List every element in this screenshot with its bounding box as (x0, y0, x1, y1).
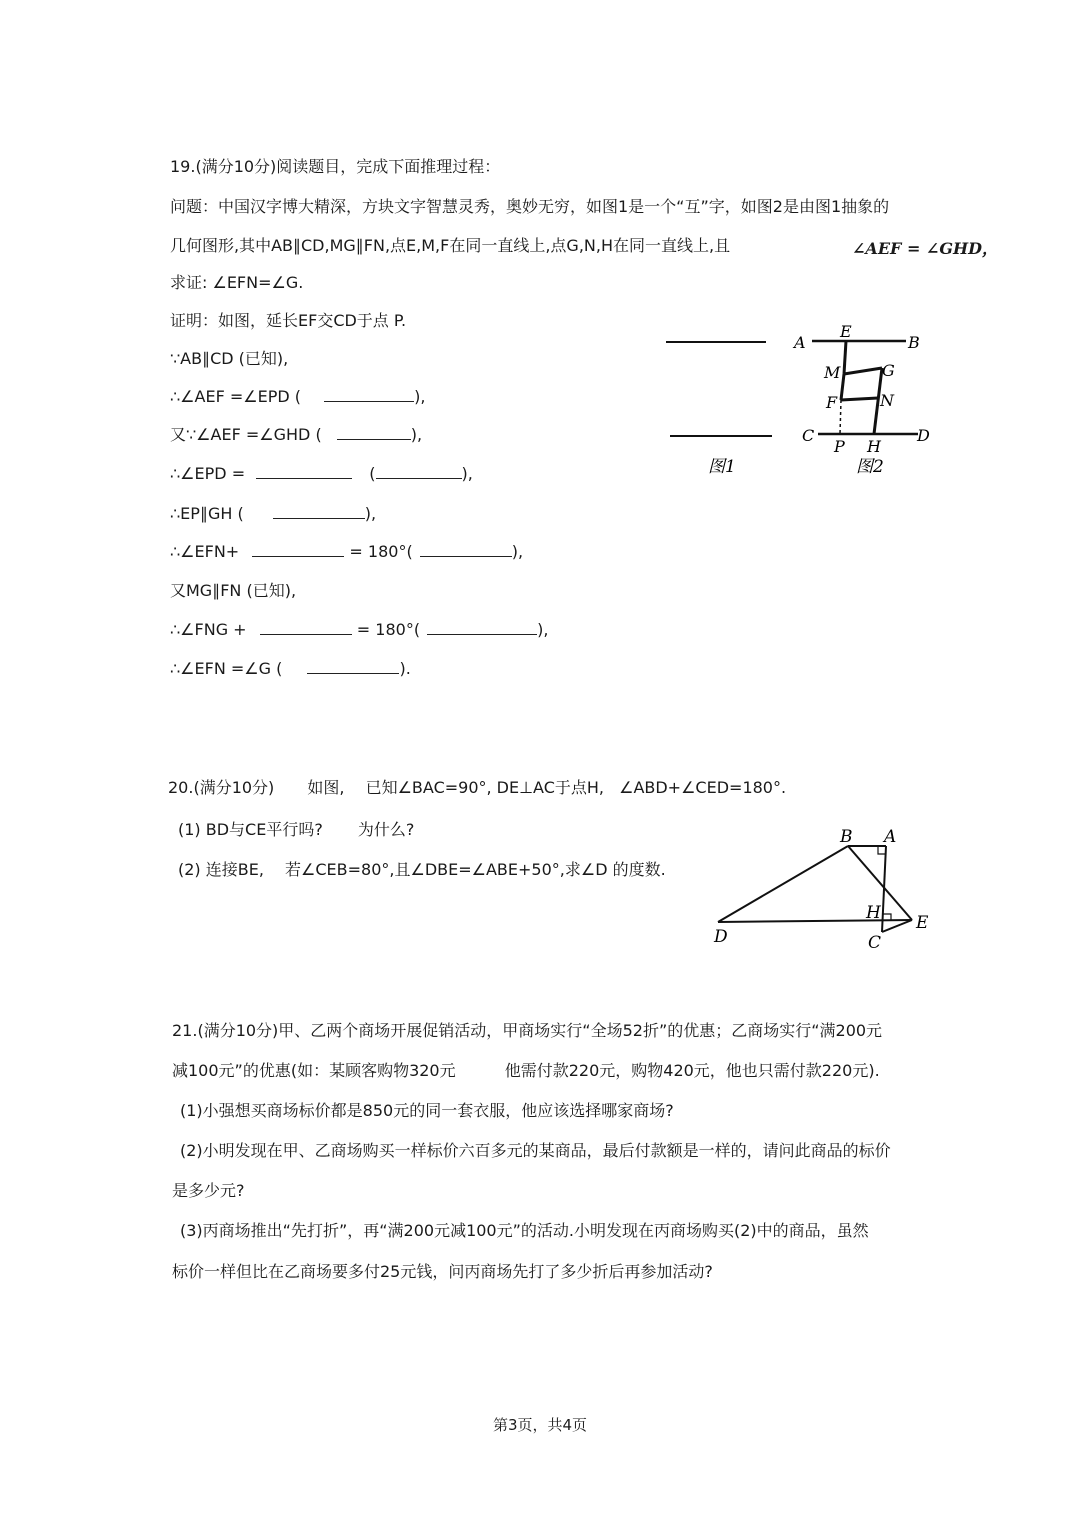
q20-title: 20.(满分10分) (168, 778, 275, 797)
answer-blank[interactable] (376, 464, 462, 479)
q19-step-5: ∴EP∥GH ( (170, 504, 244, 523)
q19-title: 19.(满分10分)阅读题目，完成下面推理过程： (170, 157, 501, 176)
fig2-line-mf (841, 374, 844, 400)
q19-eq180: = 180°( (356, 620, 421, 639)
fig2-line-mg (844, 368, 882, 374)
answer-blank[interactable] (260, 620, 352, 635)
q19-step-6: ∴∠EFN+ (170, 542, 240, 561)
q19-step-8: ∴∠FNG + (170, 620, 247, 639)
q19-step-8-row (170, 619, 548, 641)
q19-close: ), (537, 620, 549, 639)
q19-step-2: ∴∠AEF =∠EPD ( (170, 387, 302, 406)
fig2-point-p: P (834, 437, 845, 456)
q20-point-d: D (714, 927, 728, 947)
fig2-point-g: G (882, 361, 895, 380)
q20-given2: 已知∠BAC=90°, DE⊥AC于点H, (365, 778, 604, 797)
q20-point-e: E (916, 913, 929, 933)
q19-step-9: ∴∠EFN =∠G ( (170, 659, 283, 678)
q20-given: 如图, (307, 778, 345, 797)
answer-blank[interactable] (273, 504, 365, 519)
q19-prove: 求证: ∠EFN=∠G. (170, 273, 304, 292)
fig2-point-h: H (867, 437, 881, 456)
fig2-line-fn (841, 398, 878, 400)
q19-step-3-row (170, 424, 422, 446)
fig2-line-fp-dashed (840, 400, 841, 434)
q21-line2-row (172, 1060, 880, 1082)
q19-close: ), (414, 387, 426, 406)
q20-part1: (1) BD与CE平行吗? (178, 820, 323, 839)
q20-title-row (168, 777, 786, 799)
fig2-label: 图2 (856, 457, 884, 477)
fig2-point-f: F (826, 393, 838, 412)
q20-part2-row (178, 859, 666, 881)
q19-step-7: 又MG∥FN (已知), (170, 581, 297, 600)
q20-given3: ∠ABD+∠CED=180°. (619, 778, 787, 797)
fig2-point-e: E (840, 322, 852, 341)
q20-point-a: A (884, 827, 897, 847)
q20-part1-row (178, 819, 414, 841)
fig2-point-d: D (917, 426, 930, 445)
q21-part2-line2: 是多少元? (172, 1181, 245, 1200)
q19-step-9-row (170, 658, 411, 680)
q19-step-4-row (170, 463, 473, 485)
q21-part2-line1: (2)小明发现在甲、乙商场购买一样标价六百多元的某商品，最后付款额是一样的，请问此商品的标价 (180, 1141, 891, 1160)
q20-point-h: H (866, 903, 881, 923)
q19-step-3: 又∵∠AEF =∠GHD ( (170, 425, 322, 444)
q20-point-c: C (868, 933, 882, 953)
q20-part2-b: 若∠CEB=80°,且∠DBE=∠ABE+50°,求∠D 的度数. (285, 860, 666, 879)
page-footer: 第3页，共4页 (492, 1416, 588, 1434)
answer-blank[interactable] (307, 659, 399, 674)
q19-step-4: ∴∠EPD = (170, 464, 246, 483)
fig2-point-m: M (824, 363, 841, 382)
answer-blank[interactable] (324, 387, 414, 402)
fig1-label: 图1 (708, 457, 736, 477)
q21-line1: 21.(满分10分)甲、乙两个商场开展促销活动，甲商场实行“全场52折”的优惠；乙商场实行“满200元 (172, 1021, 883, 1040)
answer-blank[interactable] (256, 464, 352, 479)
q19-problem-line2: 几何图形,其中AB∥CD,MG∥FN,点E,M,F在同一直线上,点G,N,H在同一直线上,且 (170, 236, 731, 255)
q21-part3-line2: 标价一样但比在乙商场要多付25元钱，问丙商场先打了多少折后再参加活动? (172, 1262, 713, 1281)
answer-blank[interactable] (337, 425, 411, 440)
q21-part3-line1: (3)丙商场推出“先打折”，再“满200元减100元”的活动.小明发现在丙商场购买(2)中的商品，虽然 (180, 1221, 869, 1240)
q19-figures (660, 320, 940, 490)
q21-line2b: 他需付款220元，购物420元，他也只需付款220元). (504, 1061, 880, 1080)
q20-line-ce (882, 920, 912, 932)
q20-part1-why: 为什么? (357, 820, 415, 839)
fig2-line-em (844, 341, 846, 374)
answer-blank[interactable] (427, 620, 537, 635)
q19-step-2-row (170, 386, 425, 408)
q21-part1: (1)小强想买商场标价都是850元的同一套衣服，他应该选择哪家商场? (180, 1101, 674, 1120)
fig2-point-n: N (880, 391, 894, 410)
q19-close: ), (364, 504, 377, 523)
answer-blank[interactable] (420, 542, 512, 557)
q19-step-6-row (170, 541, 523, 563)
fig2-point-b: B (908, 333, 920, 352)
q21-line2a: 减100元”的优惠(如：某顾客购物320元 (172, 1061, 456, 1080)
q19-step-1: ∵AB∥CD (已知), (170, 349, 289, 368)
answer-blank[interactable] (252, 542, 344, 557)
q20-line-db (718, 846, 848, 922)
q19-eq180: = 180°( (349, 542, 413, 561)
q20-point-b: B (840, 827, 853, 847)
q19-step-5-row (170, 503, 376, 525)
q19-close: ), (461, 464, 473, 483)
q20-part2-a: (2) 连接BE, (178, 860, 264, 879)
q19-proof-intro: 证明：如图，延长EF交CD于点 P. (170, 311, 407, 330)
fig2-point-c: C (802, 426, 815, 445)
fig2-point-a: A (794, 333, 806, 352)
q19-close: ), (410, 425, 423, 444)
q19-condition: ∠AEF = ∠GHD， (852, 239, 998, 258)
q19-close: ), (511, 542, 524, 561)
q19-problem-line1: 问题：中国汉字博大精深，方块文字智慧灵秀，奥妙无穷，如图1是一个“互”字，如图2是由图1抽象的 (170, 197, 890, 216)
q19-close-final: ). (399, 659, 411, 678)
q19-open-paren: ( (369, 464, 376, 483)
q20-figure (706, 822, 946, 956)
